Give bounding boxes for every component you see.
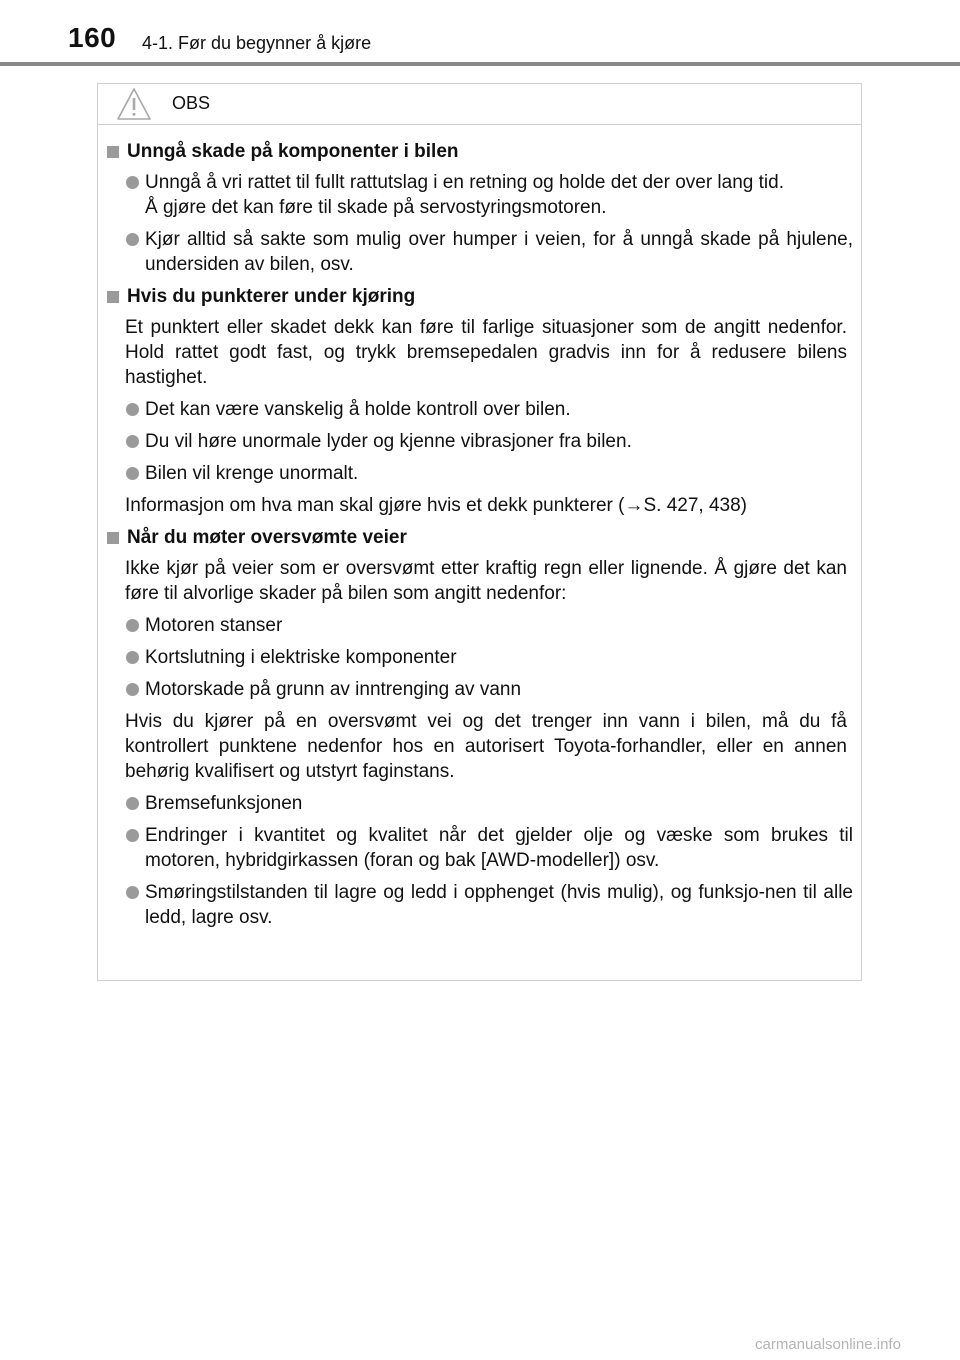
paragraph: Informasjon om hva man skal gjøre hvis et dekk punkterer (→S. 427, 438) bbox=[125, 495, 747, 516]
list-item: Du vil høre unormale lyder og kjenne vibrasjoner fra bilen. bbox=[106, 429, 853, 454]
square-bullet-icon bbox=[107, 532, 119, 544]
paragraph: Hvis du kjører på en oversvømt vei og det trenger inn vann i bilen, må du få kontrollert punktene nedenfor hos en autorisert Toyota-forhandler, eller en annen behørig kvalifisert og utstyrt faginstans. bbox=[125, 711, 847, 782]
section-heading: Når du møter oversvømte veier bbox=[106, 525, 853, 550]
list-item: Det kan være vanskelig å holde kontroll over bilen. bbox=[106, 397, 853, 422]
section-heading: Unngå skade på komponenter i bilen bbox=[106, 139, 853, 164]
dot-bullet-icon bbox=[126, 683, 139, 696]
dot-bullet-icon bbox=[126, 619, 139, 632]
list-item: Motorskade på grunn av inntrenging av vann bbox=[106, 677, 853, 702]
section-heading: Hvis du punkterer under kjøring bbox=[106, 284, 853, 309]
paragraph: Ikke kjør på veier som er oversvømt etter kraftig regn eller lignende. Å gjøre det kan føre til alvorlige skader på bilen som angitt nedenfor: bbox=[125, 558, 847, 604]
header-rule bbox=[0, 62, 960, 66]
dot-bullet-icon bbox=[126, 829, 139, 842]
square-bullet-icon bbox=[107, 291, 119, 303]
caution-label: OBS bbox=[172, 93, 211, 113]
dot-bullet-icon bbox=[126, 651, 139, 664]
caution-body bbox=[98, 125, 861, 930]
dot-bullet-icon bbox=[126, 886, 139, 899]
caution-box bbox=[97, 83, 862, 981]
dot-bullet-icon bbox=[126, 435, 139, 448]
page-number: 160 bbox=[68, 22, 117, 53]
caution-header bbox=[98, 84, 861, 125]
paragraph: Et punktert eller skadet dekk kan føre til farlige situasjoner som de angitt nedenfor. Hold rattet godt fast, og trykk bremsepedalen gradvis inn for å redusere bilens hastighet. bbox=[125, 317, 847, 388]
page-header bbox=[0, 0, 960, 66]
dot-bullet-icon bbox=[126, 403, 139, 416]
dot-bullet-icon bbox=[126, 233, 139, 246]
section-title: 4-1. Før du begynner å kjøre bbox=[142, 33, 372, 53]
watermark: carmanualsonline.info bbox=[755, 1336, 901, 1353]
warning-triangle-icon bbox=[116, 87, 152, 121]
dot-bullet-icon bbox=[126, 467, 139, 480]
list-item: Kjør alltid så sakte som mulig over humper i veien, for å unngå skade på hjulene, undersiden av bilen, osv. bbox=[106, 227, 853, 277]
list-item: Smøringstilstanden til lagre og ledd i opphenget (hvis mulig), og funksjo-nen til alle ledd, lagre osv. bbox=[106, 880, 853, 930]
list-item: Endringer i kvantitet og kvalitet når det gjelder olje og væske som brukes til motoren, hybridgirkassen (foran og bak [AWD-modeller]) osv. bbox=[106, 823, 853, 873]
dot-bullet-icon bbox=[126, 797, 139, 810]
list-item: Motoren stanser bbox=[106, 613, 853, 638]
list-item: Bremsefunksjonen bbox=[106, 791, 853, 816]
list-item: Bilen vil krenge unormalt. bbox=[106, 461, 853, 486]
list-item: Kortslutning i elektriske komponenter bbox=[106, 645, 853, 670]
list-item: Unngå å vri rattet til fullt rattutslag i en retning og holde det der over lang tid. Å gjøre det kan føre til skade på servostyringsmotoren. bbox=[106, 170, 853, 220]
square-bullet-icon bbox=[107, 146, 119, 158]
dot-bullet-icon bbox=[126, 176, 139, 189]
